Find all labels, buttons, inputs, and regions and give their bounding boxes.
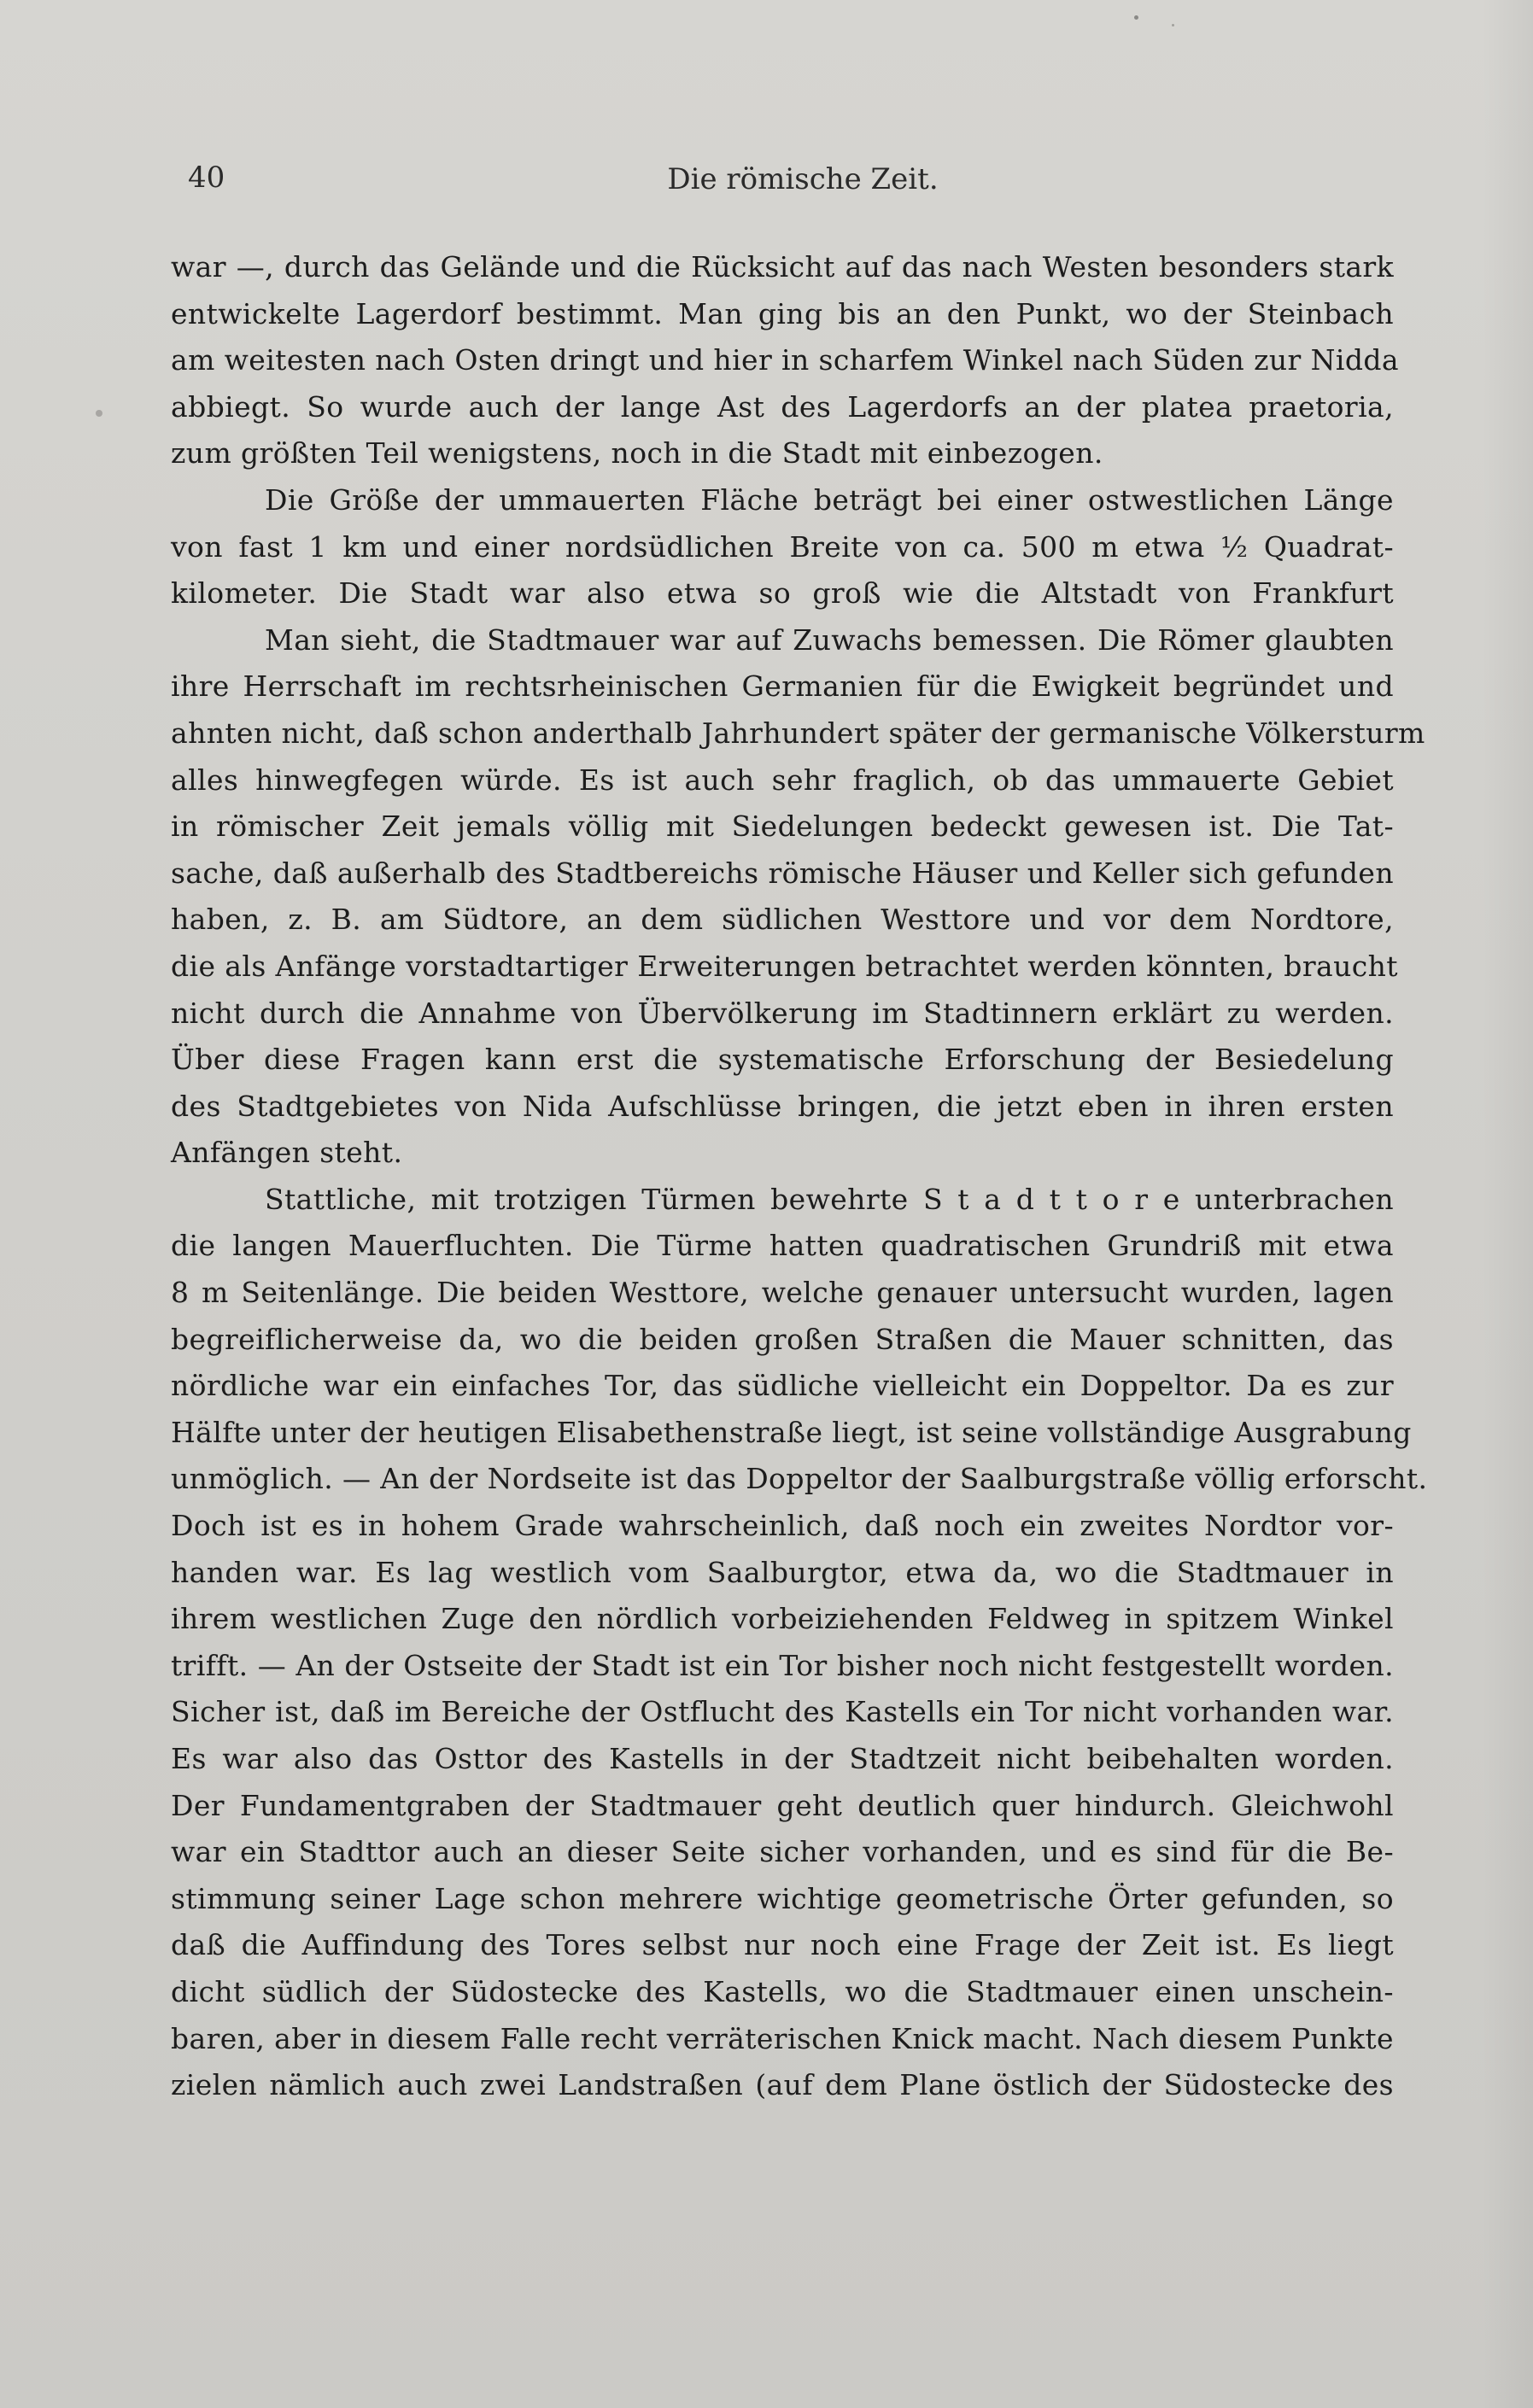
text-line: die als Anfänge vorstadtartiger Erweiterungen betrachtet werden könnten, braucht [171, 949, 1398, 983]
text-line: haben, z. B. am Südtore, an dem südlichen Westtore und vor dem Nordtore, [171, 903, 1394, 937]
text-line: nicht durch die Annahme von Übervölkerung im Stadtinnern erklärt zu werden. [171, 996, 1394, 1030]
page-edge-shadow [1482, 0, 1533, 2408]
text-line: Die Größe der ummauerten Fläche beträgt bei einer ostwestlichen Länge [265, 482, 1394, 517]
text-line: ihrem westlichen Zuge den nördlich vorbeiziehenden Feldweg in spitzem Winkel [171, 1602, 1394, 1636]
text-line: zum größten Teil wenigstens, noch in die Stadt mit einbezogen. [171, 436, 1103, 470]
dust-speck [1172, 24, 1174, 26]
running-title: Die römische Zeit. [667, 162, 939, 196]
text-line: war ein Stadttor auch an dieser Seite sicher vorhanden, und es sind für die Be- [171, 1835, 1394, 1869]
text-line: Man sieht, die Stadtmauer war auf Zuwachs bemessen. Die Römer glaubten [265, 622, 1394, 657]
text-line: ahnten nicht, daß schon anderthalb Jahrhundert später der germanische Völkersturm [171, 716, 1425, 750]
text-line: begreiflicherweise da, wo die beiden großen Straßen die Mauer schnitten, das [171, 1322, 1394, 1356]
dust-speck [96, 410, 102, 417]
text-line: zielen nämlich auch zwei Landstraßen (auf dem Plane östlich der Südostecke des [171, 2068, 1394, 2102]
text-line: Doch ist es in hohem Grade wahrscheinlich, daß noch ein zweites Nordtor vor- [171, 1509, 1394, 1543]
text-line: Hälfte unter der heutigen Elisabethenstraße liegt, ist seine vollständige Ausgrabung [171, 1415, 1412, 1449]
text-line: dicht südlich der Südostecke des Kastells, wo die Stadtmauer einen unschein- [171, 1974, 1394, 2008]
text-line: die langen Mauerfluchten. Die Türme hatten quadratischen Grundriß mit etwa [171, 1229, 1394, 1263]
running-head [179, 161, 1392, 212]
text-line: daß die Auffindung des Tores selbst nur noch eine Frage der Zeit ist. Es liegt [171, 1928, 1394, 1962]
text-line: sache, daß außerhalb des Stadtbereichs römische Häuser und Keller sich gefunden [171, 856, 1394, 890]
text-line: unmöglich. — An der Nordseite ist das Doppeltor der Saalburgstraße völlig erforscht. [171, 1462, 1428, 1496]
text-line: nördliche war ein einfaches Tor, das südliche vielleicht ein Doppeltor. Da es zur [171, 1369, 1394, 1403]
text-line: Anfängen steht. [171, 1136, 403, 1170]
text-line: am weitesten nach Osten dringt und hier in scharfem Winkel nach Süden zur Nidda [171, 343, 1399, 377]
text-line: in römischer Zeit jemals völlig mit Siedelungen bedeckt gewesen ist. Die Tat- [171, 809, 1394, 844]
text-line: baren, aber in diesem Falle recht verräterischen Knick macht. Nach diesem Punkte [171, 2021, 1394, 2055]
text-line: Es war also das Osttor des Kastells in der Stadtzeit nicht beibehalten worden. [171, 1742, 1394, 1775]
text-line: 8 m Seitenlänge. Die beiden Westtore, welche genauer untersucht wurden, lagen [171, 1276, 1394, 1310]
text-line: des Stadtgebietes von Nida Aufschlüsse bringen, die jetzt eben in ihren ersten [171, 1089, 1394, 1123]
text-line: handen war. Es lag westlich vom Saalburgtor, etwa da, wo die Stadtmauer in [171, 1555, 1394, 1589]
body-text [171, 244, 1428, 2109]
text-line: entwickelte Lagerdorf bestimmt. Man ging bis an den Punkt, wo der Steinbach [171, 296, 1394, 330]
text-line: abbiegt. So wurde auch der lange Ast des Lagerdorfs an der platea praetoria, [171, 389, 1394, 424]
text-line: stimmung seiner Lage schon mehrere wichtige geometrische Örter gefunden, so [171, 1881, 1394, 1915]
text-line: Der Fundamentgraben der Stadtmauer geht deutlich quer hindurch. Gleichwohl [171, 1788, 1394, 1822]
text-line: Über diese Fragen kann erst die systematische Erforschung der Besiedelung [171, 1043, 1394, 1077]
text-line: war —, durch das Gelände und die Rücksicht auf das nach Westen besonders stark [171, 250, 1394, 283]
text-line: trifft. — An der Ostseite der Stadt ist ein Tor bisher noch nicht festgestellt worden. [171, 1648, 1394, 1682]
text-line: ihre Herrschaft im rechtsrheinischen Germanien für die Ewigkeit begründet und [171, 669, 1394, 704]
page-number: 40 [188, 161, 225, 195]
dust-speck [1134, 15, 1138, 20]
text-line: Sicher ist, daß im Bereiche der Ostflucht des Kastells ein Tor nicht vorhanden war. [171, 1695, 1394, 1729]
text-line: alles hinwegfegen würde. Es ist auch sehr fraglich, ob das ummauerte Gebiet [171, 763, 1394, 797]
text-line: von fast 1 km und einer nordsüdlichen Breite von ca. 500 m etwa ½ Quadrat- [171, 529, 1394, 564]
text-line: kilometer. Die Stadt war also etwa so groß wie die Altstadt von Frankfurt [171, 576, 1394, 611]
text-line: Stattliche, mit trotzigen Türmen bewehrte S t a d t t o r e unterbrachen [265, 1182, 1394, 1216]
